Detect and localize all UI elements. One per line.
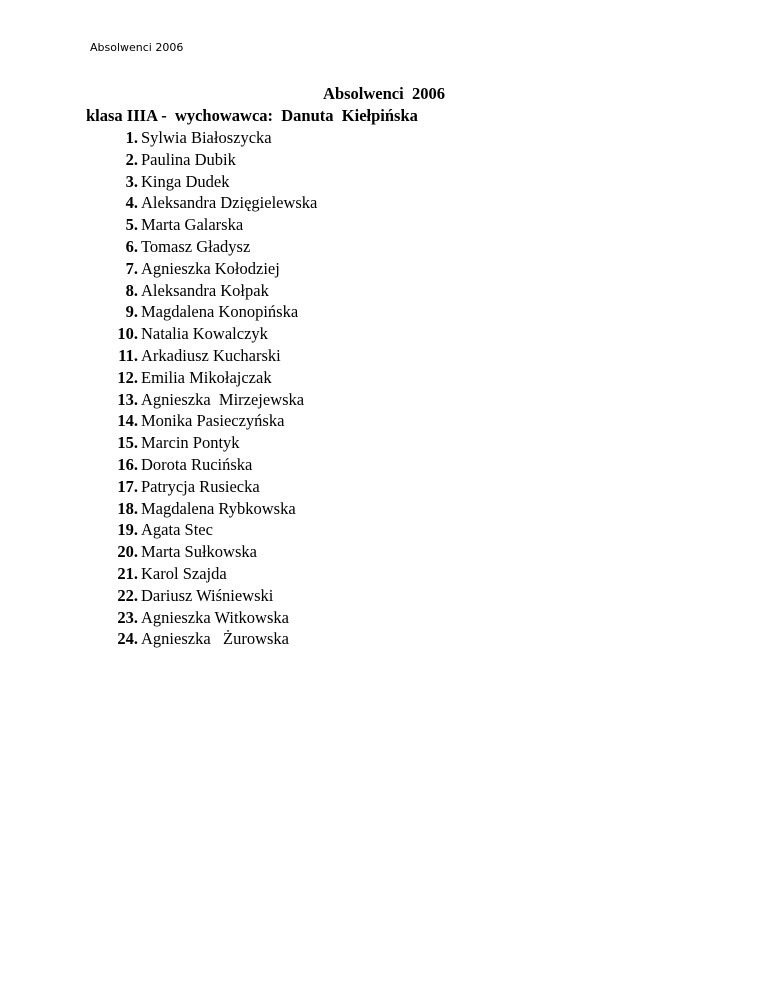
student-number: 18. bbox=[117, 498, 138, 518]
student-number: 16. bbox=[117, 454, 138, 474]
student-number: 12. bbox=[117, 367, 138, 387]
student-number: 13. bbox=[117, 389, 138, 409]
page-header: Absolwenci 2006 bbox=[90, 41, 184, 54]
student-item bbox=[0, 214, 500, 236]
student-item bbox=[0, 127, 500, 149]
student-item bbox=[0, 585, 500, 607]
student-item bbox=[0, 432, 500, 454]
student-name: Kinga Dudek bbox=[141, 171, 230, 191]
student-number: 14. bbox=[117, 411, 138, 431]
student-item bbox=[0, 607, 500, 629]
student-name: Natalia Kowalczyk bbox=[141, 324, 268, 344]
student-item bbox=[0, 454, 500, 476]
student-number: 3. bbox=[125, 171, 138, 191]
student-item bbox=[0, 258, 500, 280]
student-list bbox=[0, 127, 500, 650]
student-number: 5. bbox=[125, 215, 138, 235]
student-name: Aleksandra Dzięgielewska bbox=[141, 193, 318, 213]
student-item bbox=[0, 323, 500, 345]
student-number: 7. bbox=[125, 258, 138, 278]
student-number: 10. bbox=[117, 324, 138, 344]
student-item bbox=[0, 236, 500, 258]
student-item bbox=[0, 563, 500, 585]
student-number: 11. bbox=[118, 345, 138, 365]
student-name: Marta Sułkowska bbox=[141, 542, 257, 562]
student-name: Patrycja Rusiecka bbox=[141, 476, 260, 496]
student-name: Agnieszka Żurowska bbox=[141, 629, 290, 649]
student-number: 22. bbox=[117, 585, 138, 605]
student-number: 9. bbox=[125, 302, 138, 322]
student-name: Arkadiusz Kucharski bbox=[141, 345, 281, 365]
student-name: Karol Szajda bbox=[141, 563, 227, 583]
student-name: Tomasz Gładysz bbox=[141, 236, 251, 256]
student-item bbox=[0, 498, 500, 520]
student-name: Agnieszka Kołodziej bbox=[141, 258, 280, 278]
student-item bbox=[0, 541, 500, 563]
student-number: 21. bbox=[117, 563, 138, 583]
student-item bbox=[0, 345, 500, 367]
student-name: Agnieszka Mirzejewska bbox=[141, 389, 305, 409]
student-number: 2. bbox=[125, 149, 138, 169]
student-item bbox=[0, 519, 500, 541]
student-number: 1. bbox=[125, 128, 138, 147]
document-title: Absolwenci 2006 bbox=[323, 84, 445, 103]
student-name: Magdalena Rybkowska bbox=[141, 498, 296, 518]
student-name: Marcin Pontyk bbox=[141, 433, 240, 453]
student-name: Sylwia Białoszycka bbox=[141, 128, 272, 147]
student-number: 20. bbox=[117, 542, 138, 562]
student-name: Emilia Mikołajczak bbox=[141, 367, 272, 387]
student-item bbox=[0, 628, 500, 650]
student-number: 6. bbox=[125, 236, 138, 256]
student-name: Monika Pasieczyńska bbox=[141, 411, 285, 431]
student-number: 8. bbox=[125, 280, 138, 300]
student-item bbox=[0, 280, 500, 302]
student-item bbox=[0, 149, 500, 171]
student-name: Agata Stec bbox=[141, 520, 213, 540]
student-item bbox=[0, 389, 500, 411]
student-name: Paulina Dubik bbox=[141, 149, 236, 169]
student-number: 24. bbox=[117, 629, 138, 649]
student-name: Aleksandra Kołpak bbox=[141, 280, 269, 300]
student-name: Dariusz Wiśniewski bbox=[141, 585, 274, 605]
student-item bbox=[0, 410, 500, 432]
student-number: 15. bbox=[117, 433, 138, 453]
student-number: 4. bbox=[125, 193, 138, 213]
student-number: 19. bbox=[117, 520, 138, 540]
student-item bbox=[0, 171, 500, 193]
class-teacher-line: klasa IIIA - wychowawca: Danuta Kiełpińska bbox=[86, 106, 418, 125]
student-number: 23. bbox=[117, 607, 138, 627]
student-name: Marta Galarska bbox=[141, 215, 244, 235]
student-item bbox=[0, 367, 500, 389]
student-name: Magdalena Konopińska bbox=[141, 302, 299, 322]
student-name: Dorota Rucińska bbox=[141, 454, 253, 474]
student-item bbox=[0, 301, 500, 323]
student-item bbox=[0, 192, 500, 214]
student-number: 17. bbox=[117, 476, 138, 496]
student-name: Agnieszka Witkowska bbox=[141, 607, 289, 627]
student-item bbox=[0, 476, 500, 498]
